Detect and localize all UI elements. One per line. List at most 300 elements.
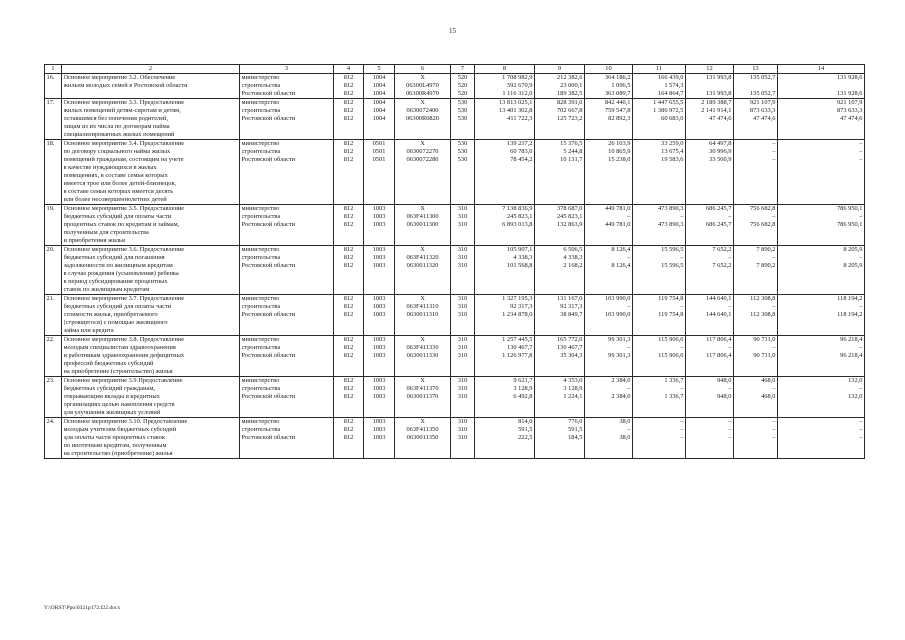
value-line: 35 304,3 bbox=[560, 352, 583, 359]
header-cell: 1 bbox=[45, 65, 62, 74]
description-line: оставшимся без попечения родителей, bbox=[63, 115, 169, 122]
executor-line: министерство bbox=[241, 74, 280, 81]
value-line: 686 245,7 bbox=[705, 221, 732, 228]
value-line: 1 224,1 bbox=[563, 393, 583, 400]
value-line: 0630072270 bbox=[406, 148, 439, 155]
value-line: X bbox=[420, 377, 425, 384]
value-cell bbox=[364, 246, 395, 295]
value-cell bbox=[334, 295, 364, 336]
value-line: 310 bbox=[457, 311, 468, 318]
executor bbox=[240, 99, 334, 140]
value-cell bbox=[475, 205, 535, 246]
activity-description bbox=[62, 140, 240, 205]
value-line: 1 257 445,5 bbox=[502, 336, 533, 343]
description-line: Основное мероприятие 3.2. Обеспечение bbox=[63, 74, 176, 81]
value-line: 130 467,7 bbox=[556, 344, 583, 351]
value-line: 310 bbox=[457, 295, 468, 302]
value-line: 310 bbox=[457, 385, 468, 392]
value-line: 530 bbox=[457, 148, 468, 155]
value-line: 165 772,0 bbox=[556, 336, 583, 343]
executor-line: министерство bbox=[241, 140, 280, 147]
activity-description bbox=[62, 377, 240, 418]
table-row bbox=[45, 140, 865, 205]
value-line: 105 907,1 bbox=[506, 246, 533, 253]
value-cell bbox=[475, 246, 535, 295]
value-cell bbox=[475, 377, 535, 418]
value-line: 812 bbox=[343, 99, 354, 106]
description-line: полученным для строительства bbox=[63, 229, 149, 236]
value-line: 38,0 bbox=[619, 418, 631, 425]
activity-description bbox=[62, 74, 240, 99]
row-number: 19. bbox=[45, 205, 62, 246]
value-line bbox=[736, 82, 776, 90]
description-line: процентных ставок по кредитам и займам, bbox=[63, 221, 180, 228]
value-line: 1003 bbox=[372, 352, 386, 359]
value-line: 468,0 bbox=[761, 393, 776, 400]
value-line: 063F411350 bbox=[406, 426, 439, 433]
header-cell: 14 bbox=[778, 65, 865, 74]
value-line: 921 107,9 bbox=[836, 99, 863, 106]
value-cell bbox=[451, 140, 475, 205]
value-line: 166 439,0 bbox=[657, 74, 684, 81]
executor-line: министерство bbox=[241, 377, 280, 384]
value-line: 812 bbox=[343, 205, 354, 212]
value-line: 2 141 914,1 bbox=[701, 107, 732, 114]
value-line: 99 301,3 bbox=[608, 336, 631, 343]
value-cell bbox=[585, 336, 633, 377]
description-line: профессий бюджетных субсидий bbox=[63, 360, 154, 367]
value-cell bbox=[451, 377, 475, 418]
value-line: 1 336,7 bbox=[664, 393, 684, 400]
description-line: помещениях, в составе семьи которых bbox=[63, 172, 168, 179]
value-line: 78 454,2 bbox=[510, 156, 533, 163]
description-line: Основное мероприятие 3.8. Предоставление bbox=[63, 336, 185, 343]
value-line: – bbox=[728, 385, 732, 392]
row-number: 20. bbox=[45, 246, 62, 295]
value-line: – bbox=[728, 344, 732, 351]
value-line: 119 754,8 bbox=[658, 295, 684, 302]
value-cell bbox=[686, 246, 734, 295]
value-cell bbox=[734, 336, 778, 377]
value-line: 13 401 302,8 bbox=[498, 107, 533, 114]
value-line: 1003 bbox=[372, 418, 386, 425]
description-line: или более несовершеннолетних детей bbox=[63, 196, 167, 203]
value-line: 144 640,1 bbox=[705, 311, 732, 318]
value-line: 530 bbox=[457, 99, 468, 106]
value-line: X bbox=[420, 74, 425, 81]
value-line: 812 bbox=[343, 107, 354, 114]
table-row bbox=[45, 246, 865, 295]
value-line: 15 238,0 bbox=[608, 156, 631, 163]
value-line: – bbox=[627, 385, 631, 392]
value-line: 1 574,3 bbox=[664, 82, 684, 89]
value-line: 10 131,7 bbox=[560, 156, 583, 163]
value-cell bbox=[364, 295, 395, 336]
value-cell bbox=[475, 74, 535, 99]
description-line: для улучшения жилищных условий bbox=[63, 409, 161, 416]
value-line: 948,0 bbox=[717, 393, 732, 400]
value-line: 1003 bbox=[372, 205, 386, 212]
row-number: 21. bbox=[45, 295, 62, 336]
value-cell bbox=[778, 336, 865, 377]
value-line: – bbox=[728, 434, 732, 441]
table-row bbox=[45, 377, 865, 418]
value-line: 64 497,8 bbox=[709, 140, 732, 147]
value-line: 38 849,7 bbox=[560, 311, 583, 318]
description-line: стоимости жилья, приобретаемого bbox=[63, 311, 158, 318]
value-line: – bbox=[680, 418, 684, 425]
value-line: 1003 bbox=[372, 426, 386, 433]
value-line: 812 bbox=[343, 246, 354, 253]
value-line: – bbox=[680, 426, 684, 433]
value-line: 812 bbox=[343, 426, 354, 433]
value-cell bbox=[451, 336, 475, 377]
value-line: 812 bbox=[343, 262, 354, 269]
description-line: на строительство (приобретение) жилья bbox=[63, 450, 173, 457]
value-line: 842 440,1 bbox=[604, 99, 631, 106]
value-line: 1 447 655,5 bbox=[653, 99, 684, 106]
value-line: 8 126,4 bbox=[611, 246, 631, 253]
executor-line: министерство bbox=[241, 205, 280, 212]
value-line: – bbox=[859, 303, 863, 310]
description-line: по ипотечным кредитам, полученным bbox=[63, 442, 167, 449]
value-line: – bbox=[728, 303, 732, 310]
value-line: – bbox=[680, 303, 684, 310]
value-line: 7 890,2 bbox=[756, 262, 776, 269]
value-line: 117 806,4 bbox=[706, 336, 732, 343]
executor-line: Ростовской области bbox=[241, 352, 296, 359]
value-line: 4 353,0 bbox=[563, 377, 583, 384]
value-cell bbox=[734, 418, 778, 459]
description-line: для оплаты части процентных ставок bbox=[63, 434, 165, 441]
value-cell bbox=[395, 336, 451, 377]
value-line: 063F411370 bbox=[406, 385, 439, 392]
value-cell bbox=[633, 205, 686, 246]
value-cell bbox=[778, 295, 865, 336]
value-line: 759 547,8 bbox=[604, 107, 631, 114]
value-line: 8 205,9 bbox=[843, 246, 863, 253]
value-line: 0630011330 bbox=[406, 352, 439, 359]
value-line: 164 864,7 bbox=[657, 90, 684, 97]
header-cell: 11 bbox=[633, 65, 686, 74]
value-line: – bbox=[680, 385, 684, 392]
description-line: молодым специалистам здравоохранения bbox=[63, 344, 176, 351]
value-cell bbox=[633, 74, 686, 99]
value-line: – bbox=[627, 213, 631, 220]
value-line: 812 bbox=[343, 377, 354, 384]
header-cell: 3 bbox=[240, 65, 334, 74]
value-cell bbox=[334, 74, 364, 99]
value-line: 1004 bbox=[372, 107, 386, 114]
value-line: 310 bbox=[457, 418, 468, 425]
row-number: 16. bbox=[45, 74, 62, 99]
description-line: Основное мероприятие 3.5. Предоставление bbox=[63, 205, 185, 212]
value-cell bbox=[633, 418, 686, 459]
header-cell: 8 bbox=[475, 65, 535, 74]
value-line: 118 194,2 bbox=[837, 295, 863, 302]
executor-line: министерство bbox=[241, 295, 280, 302]
value-line: – bbox=[728, 254, 732, 261]
value-cell bbox=[535, 99, 585, 140]
activity-description bbox=[62, 336, 240, 377]
value-line: 2 384,0 bbox=[611, 393, 631, 400]
description-line: в качестве нуждающихся в жилых bbox=[63, 164, 157, 171]
description-line: молодым учителям бюджетных субсидий bbox=[63, 426, 177, 433]
value-line: 473 890,3 bbox=[657, 205, 684, 212]
value-line: – bbox=[859, 344, 863, 351]
executor bbox=[240, 418, 334, 459]
value-cell bbox=[778, 99, 865, 140]
description-line: лицам из их числа по договорам найма bbox=[63, 123, 170, 130]
value-line: 364 186,2 bbox=[604, 74, 631, 81]
value-line: 702 667,8 bbox=[556, 107, 583, 114]
value-line: 592 670,9 bbox=[506, 82, 533, 89]
value-line: – bbox=[859, 434, 863, 441]
header-cell: 12 bbox=[686, 65, 734, 74]
header-cell: 4 bbox=[334, 65, 364, 74]
table-row bbox=[45, 74, 865, 99]
value-cell bbox=[734, 205, 778, 246]
value-line: 756 682,8 bbox=[749, 221, 776, 228]
value-line: 90 711,0 bbox=[753, 336, 776, 343]
description-line: Основное мероприятие 3.4. Предоставление bbox=[63, 140, 185, 147]
row-number: 18. bbox=[45, 140, 62, 205]
value-cell bbox=[395, 99, 451, 140]
value-line: 15 596,5 bbox=[661, 246, 684, 253]
executor-line: министерство bbox=[241, 418, 280, 425]
value-line: 1 327 195,3 bbox=[502, 295, 533, 302]
value-line: 0630011320 bbox=[406, 262, 439, 269]
value-line: 30 996,9 bbox=[709, 148, 732, 155]
value-cell bbox=[364, 99, 395, 140]
value-cell bbox=[334, 418, 364, 459]
value-line: 786 950,1 bbox=[836, 221, 863, 228]
value-line: 812 bbox=[343, 254, 354, 261]
value-cell bbox=[585, 140, 633, 205]
value-line: 0501 bbox=[372, 148, 386, 155]
value-line: 2 384,0 bbox=[611, 377, 631, 384]
value-line: 112 308,8 bbox=[750, 311, 776, 318]
description-line: Основное мероприятие 3.6. Предоставление bbox=[63, 246, 185, 253]
description-line: и работникам здравоохранения дефицитных bbox=[63, 352, 185, 359]
value-line: 1003 bbox=[372, 385, 386, 392]
value-cell bbox=[734, 140, 778, 205]
value-cell bbox=[395, 140, 451, 205]
value-cell bbox=[686, 377, 734, 418]
value-line: – bbox=[680, 254, 684, 261]
executor-line: строительства bbox=[241, 107, 281, 114]
value-line: 131 928,6 bbox=[836, 90, 863, 97]
value-line: 132,0 bbox=[848, 393, 863, 400]
value-cell bbox=[535, 295, 585, 336]
value-line: 125 723,2 bbox=[556, 115, 583, 122]
value-line: 8 126,4 bbox=[611, 262, 631, 269]
description-line: Основное мероприятие 3.10. Предоставление bbox=[63, 418, 188, 425]
value-line: – bbox=[772, 254, 776, 261]
value-cell bbox=[585, 377, 633, 418]
value-line: 15 596,5 bbox=[661, 262, 684, 269]
value-line: 310 bbox=[457, 246, 468, 253]
table-row bbox=[45, 99, 865, 140]
value-cell bbox=[585, 295, 633, 336]
value-line: 812 bbox=[343, 385, 354, 392]
value-line: X bbox=[420, 336, 425, 343]
value-line: 1004 bbox=[372, 99, 386, 106]
value-line: 520 bbox=[457, 82, 468, 89]
value-line: 310 bbox=[457, 254, 468, 261]
value-line: – bbox=[728, 426, 732, 433]
value-line: 1003 bbox=[372, 262, 386, 269]
value-line: 132,0 bbox=[848, 377, 863, 384]
executor-line: Ростовской области bbox=[241, 90, 296, 97]
row-number: 24. bbox=[45, 418, 62, 459]
value-line: – bbox=[728, 418, 732, 425]
value-cell bbox=[451, 295, 475, 336]
value-line: 245 823,1 bbox=[556, 213, 583, 220]
value-line: 212 382,6 bbox=[556, 74, 583, 81]
value-cell bbox=[585, 205, 633, 246]
description-line: жилых помещений детям-сиротам и детям, bbox=[63, 107, 181, 114]
value-line: 5 244,8 bbox=[563, 148, 583, 155]
value-line: – bbox=[772, 418, 776, 425]
executor bbox=[240, 205, 334, 246]
activity-description bbox=[62, 205, 240, 246]
page-number: 15 bbox=[449, 27, 456, 35]
value-line: 131 993,8 bbox=[705, 90, 732, 97]
value-line: 7 890,2 bbox=[756, 246, 776, 253]
value-cell bbox=[475, 99, 535, 140]
value-line: X bbox=[420, 140, 425, 147]
description-line: в составе семьи которых имеется десять bbox=[63, 188, 174, 195]
executor-line: строительства bbox=[241, 303, 281, 310]
value-cell bbox=[334, 205, 364, 246]
value-line: 1004 bbox=[372, 115, 386, 122]
value-cell bbox=[686, 205, 734, 246]
value-line: 1 234 878,0 bbox=[502, 311, 533, 318]
value-line: – bbox=[859, 426, 863, 433]
value-line: 812 bbox=[343, 156, 354, 163]
value-line: 310 bbox=[457, 434, 468, 441]
value-line: – bbox=[772, 434, 776, 441]
value-line: 786 950,1 bbox=[836, 205, 863, 212]
row-number: 17. bbox=[45, 99, 62, 140]
value-line: 1003 bbox=[372, 303, 386, 310]
value-line: 06300R0820 bbox=[405, 115, 440, 122]
value-line: 812 bbox=[343, 434, 354, 441]
value-line: 812 bbox=[343, 344, 354, 351]
activity-description bbox=[62, 246, 240, 295]
value-line: 6 492,8 bbox=[513, 393, 533, 400]
value-cell bbox=[395, 205, 451, 246]
value-line: 3 128,9 bbox=[513, 385, 533, 392]
value-line: – bbox=[859, 156, 863, 163]
value-cell bbox=[334, 99, 364, 140]
value-line: 756 682,8 bbox=[749, 205, 776, 212]
value-line: 60 683,0 bbox=[661, 115, 684, 122]
value-line: 0630011310 bbox=[406, 311, 439, 318]
description-line: займа или кредита bbox=[63, 327, 114, 334]
value-line: 06300L4970 bbox=[406, 82, 439, 89]
value-line: 118 194,2 bbox=[837, 311, 863, 318]
value-line: 310 bbox=[457, 205, 468, 212]
value-line: – bbox=[680, 213, 684, 220]
value-line: 063F411320 bbox=[406, 254, 439, 261]
value-line: 310 bbox=[457, 336, 468, 343]
value-line: 530 bbox=[457, 140, 468, 147]
executor bbox=[240, 246, 334, 295]
value-line: – bbox=[859, 213, 863, 220]
value-line: 310 bbox=[457, 352, 468, 359]
value-cell bbox=[686, 140, 734, 205]
header-cell: 6 bbox=[395, 65, 451, 74]
value-line: X bbox=[420, 205, 425, 212]
description-line: ставок по жилищным кредитам bbox=[63, 286, 150, 293]
value-line: 115 906,0 bbox=[658, 336, 684, 343]
executor-line: министерство bbox=[241, 99, 280, 106]
value-line: 812 bbox=[343, 311, 354, 318]
value-cell bbox=[686, 99, 734, 140]
value-cell bbox=[633, 336, 686, 377]
value-line: 6 506,5 bbox=[563, 246, 583, 253]
description-line: Основное мероприятие 3.9.Предоставление bbox=[63, 377, 183, 384]
value-line: – bbox=[772, 385, 776, 392]
description-line: в период субсидирования процентных bbox=[63, 278, 168, 285]
header-cell: 9 bbox=[535, 65, 585, 74]
executor-line: строительства bbox=[241, 344, 281, 351]
value-cell bbox=[535, 377, 585, 418]
description-line: и приобретения жилья bbox=[63, 237, 125, 244]
value-line: 310 bbox=[457, 426, 468, 433]
value-line: – bbox=[772, 140, 776, 147]
value-line: 1003 bbox=[372, 254, 386, 261]
value-line: 13 813 025,1 bbox=[498, 99, 533, 106]
description-line: в случае рождения (усыновления) ребенка bbox=[63, 270, 179, 277]
value-line: 0630072280 bbox=[406, 156, 439, 163]
value-line: – bbox=[859, 148, 863, 155]
value-line: 812 bbox=[343, 393, 354, 400]
value-line: – bbox=[859, 140, 863, 147]
value-line: 90 711,0 bbox=[753, 352, 776, 359]
value-line: 92 317,3 bbox=[510, 303, 533, 310]
value-line: 591,5 bbox=[568, 426, 583, 433]
value-cell bbox=[686, 418, 734, 459]
value-line: 19 583,6 bbox=[661, 156, 684, 163]
value-cell bbox=[633, 295, 686, 336]
value-line: – bbox=[627, 426, 631, 433]
value-cell bbox=[475, 295, 535, 336]
header-cell: 10 bbox=[585, 65, 633, 74]
value-line: 1 708 982,9 bbox=[502, 74, 533, 81]
value-line: 189 382,5 bbox=[556, 90, 583, 97]
value-cell bbox=[633, 99, 686, 140]
value-line: 378 687,0 bbox=[556, 205, 583, 212]
value-line: 1 126 977,8 bbox=[502, 352, 533, 359]
value-line: 135 052,7 bbox=[749, 74, 776, 81]
value-line: 363 089,7 bbox=[604, 90, 631, 97]
value-cell bbox=[364, 377, 395, 418]
value-cell bbox=[364, 74, 395, 99]
value-line: 3 128,9 bbox=[563, 385, 583, 392]
value-line: 812 bbox=[343, 418, 354, 425]
value-cell bbox=[364, 418, 395, 459]
value-line: 063F411300 bbox=[406, 213, 439, 220]
value-line: – bbox=[728, 213, 732, 220]
executor bbox=[240, 140, 334, 205]
value-line: X bbox=[420, 418, 425, 425]
value-line: 4 338,3 bbox=[563, 254, 583, 261]
value-cell bbox=[334, 246, 364, 295]
value-line: 47 474,6 bbox=[753, 115, 776, 122]
